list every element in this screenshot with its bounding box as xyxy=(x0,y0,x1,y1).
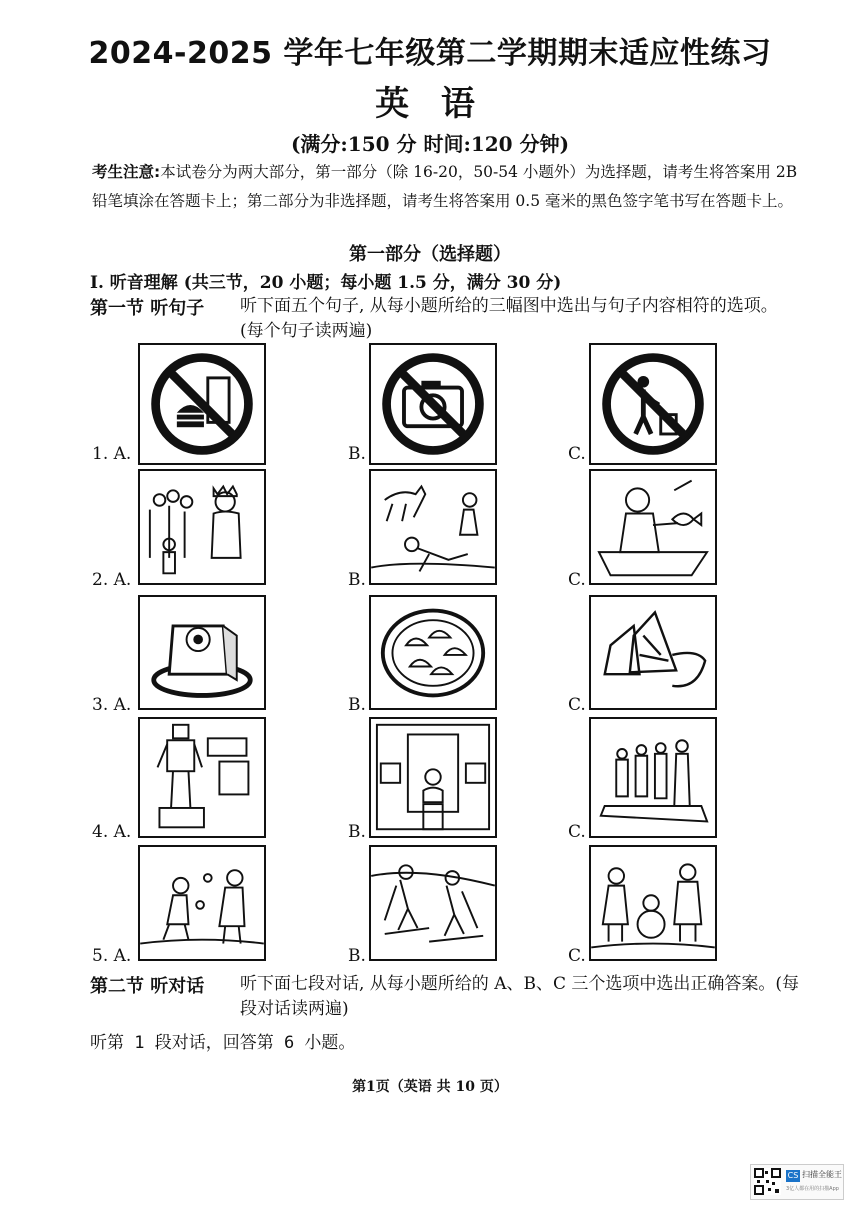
section2-heading: 第二节 听对话 xyxy=(90,976,205,997)
scanner-name: 扫描全能王 xyxy=(802,1170,842,1179)
notice-label: 考生注意: xyxy=(92,163,161,181)
no-photo-sign-icon xyxy=(369,343,497,465)
page-footer: 第1页（英语 共 10 页） xyxy=(352,1079,508,1095)
skiing-picture xyxy=(369,845,497,961)
notice-text: 本试卷分为两大部分，第一部分（除 16-20，50-54 小题外）为选择题，请考生将答案用 2B 铅笔填涂在答题卡上；第二部分为非选择题，请考生将答案用 0.5 毫米的黑色签字笔书写在答题卡上。 xyxy=(92,163,798,210)
q2-option-c: C. xyxy=(568,570,586,590)
q1-option-c: C. xyxy=(568,444,586,464)
scanner-tagline: 3亿人都在用的扫描App xyxy=(786,1186,839,1192)
listen-instruction: 听第 1 段对话，回答第 6 小题。 xyxy=(90,1033,356,1053)
section-i-heading: I. 听音理解 (共三节，20 小题；每小题 1.5 分，满分 30 分) xyxy=(90,273,562,293)
qr-code-icon xyxy=(754,1168,781,1195)
q4-option-b: B. xyxy=(348,822,366,842)
fisherman-goldfish-picture xyxy=(589,469,717,585)
q3-option-b: B. xyxy=(348,695,366,715)
robot-museum-picture xyxy=(138,717,266,838)
art-museum-statue-picture xyxy=(369,717,497,838)
no-food-drink-sign-icon xyxy=(138,343,266,465)
q4-label: 4. A. xyxy=(92,822,132,842)
score-time: (满分:150 分 时间:120 分钟) xyxy=(290,132,570,156)
emperor-new-clothes-picture xyxy=(138,469,266,585)
q5-label: 5. A. xyxy=(92,946,132,966)
candidate-notice xyxy=(92,158,804,216)
q4-option-c: C. xyxy=(568,822,586,842)
part1-title: 第一部分（选择题） xyxy=(349,244,511,265)
q5-option-b: B. xyxy=(348,946,366,966)
zongzi-picture xyxy=(589,595,717,710)
q5-option-c: C. xyxy=(568,946,586,966)
exam-title: 2024-2025 学年七年级第二学期期末适应性练习 xyxy=(88,36,772,71)
snowball-fight-picture xyxy=(138,845,266,961)
dumplings-picture xyxy=(369,595,497,710)
q2-label: 2. A. xyxy=(92,570,132,590)
mooncake-picture xyxy=(138,595,266,710)
man-falls-from-horse-picture xyxy=(369,469,497,585)
q1-option-b: B. xyxy=(348,444,366,464)
subject-title: 英 语 xyxy=(375,84,485,124)
q1-label: 1. A. xyxy=(92,444,132,464)
q3-label: 3. A. xyxy=(92,695,132,715)
no-littering-sign-icon xyxy=(589,343,717,465)
section1-description: 听下面五个句子, 从每小题所给的三幅图中选出与句子内容相符的选项。(每个句子读两遍) xyxy=(240,296,778,341)
section2-description: 听下面七段对话, 从每小题所给的 A、B、C 三个选项中选出正确答案。(每段对话读两遍) xyxy=(240,974,800,1019)
section1-heading: 第一节 听句子 xyxy=(90,298,205,319)
snowman-picture xyxy=(589,845,717,961)
terracotta-warriors-picture xyxy=(589,717,717,838)
q2-option-b: B. xyxy=(348,570,366,590)
scanner-watermark xyxy=(750,1164,844,1200)
q3-option-c: C. xyxy=(568,695,586,715)
cs-logo-icon: CS xyxy=(787,1171,799,1180)
